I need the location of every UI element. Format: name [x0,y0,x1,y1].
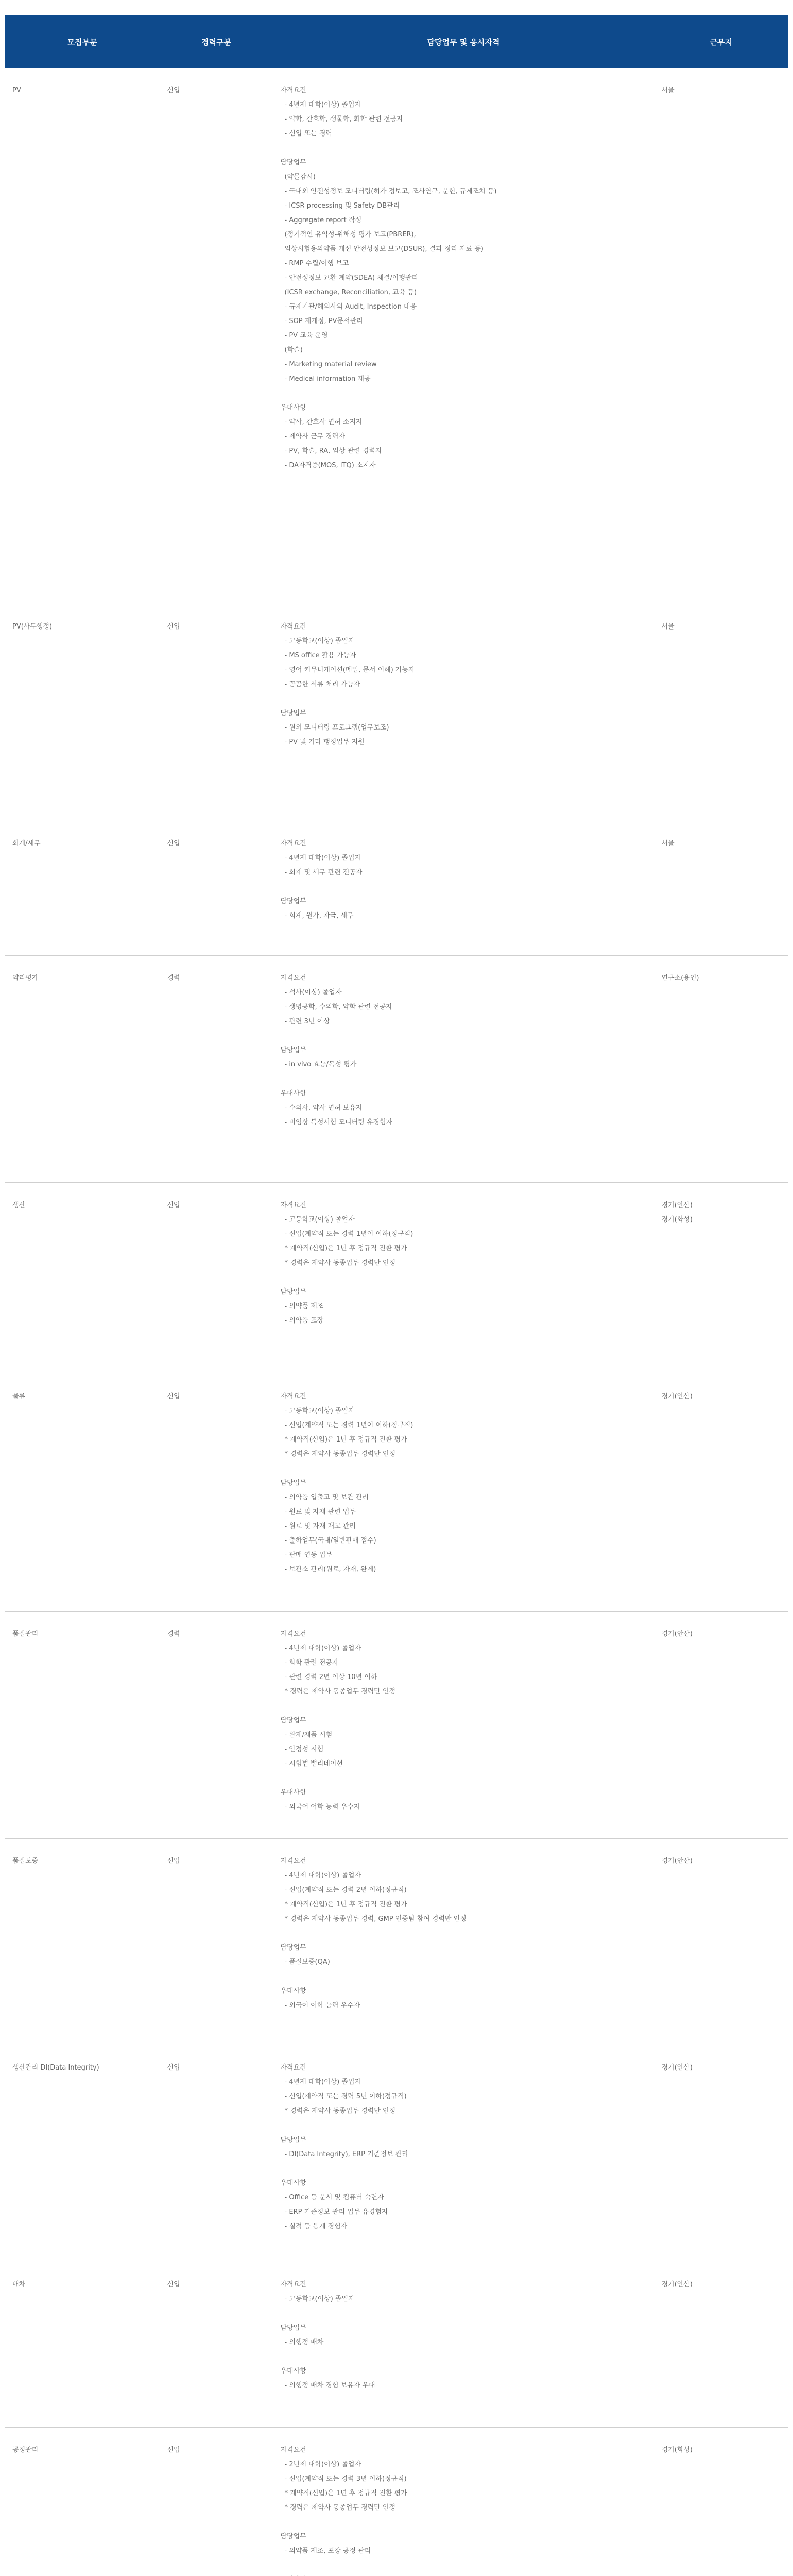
duty-line: - 신입(계약직 또는 경력 2년 이하(정규직) [284,1886,407,1894]
duty-section [281,1043,647,1072]
duty-line: - 실적 등 통계 경험자 [284,2223,348,2230]
location-text: 서울 [661,87,675,94]
duty-line: - 회계 및 세무 관련 전공자 [284,869,363,876]
section-title: 우대사항 [280,2367,306,2375]
duty-section [281,2278,647,2307]
duty-line: - 규제기관/해외사의 Audit, Inspection 대응 [284,303,417,311]
duty-line: - 약사, 간호사 면허 소지자 [284,418,363,426]
table-row [5,1374,788,1612]
experience-cell: 경력 [160,956,273,1183]
section-title: 자격요건 [280,87,306,94]
duty-line: - 4년제 대학(이상) 졸업자 [284,854,361,862]
duty-section [281,2364,647,2393]
duty-line: - 회계, 원가, 자금, 세무 [284,912,354,920]
duty-line: - 4년제 대학(이상) 졸업자 [284,101,361,109]
duty-section [281,2061,647,2119]
duty-line: * 경력은 제약사 동종업무 경력만 인정 [284,2504,396,2512]
duties-cell [273,2262,654,2428]
duty-line: - 판매 연동 업무 [284,1551,332,1559]
section-title: 자격요건 [280,623,306,631]
location-cell [654,2045,788,2262]
table-row [5,1183,788,1374]
dept-cell: 생산 [5,1183,160,1374]
duty-section [281,83,647,141]
section-title: 우대사항 [280,1789,306,1797]
duty-line: - SOP 제개정, PV문서관리 [284,317,363,325]
duty-line: - 약학, 간호학, 생물학, 화학 관련 전공자 [284,115,403,123]
duties-cell [273,1374,654,1612]
section-title: 담당업무 [280,709,306,717]
duty-line: - 안전성정보 교환 계약(SDEA) 체결/이행관리 [284,274,418,282]
duty-line: (학술) [284,346,303,354]
section-title: 자격요건 [280,2281,306,2289]
duty-line: - 2년제 대학(이상) 졸업자 [284,2461,361,2468]
dept-cell: PV [5,68,160,604]
duties-cell [273,2428,654,2576]
duty-line: - DI(Data Integrity), ERP 기준정보 관리 [284,2150,408,2158]
duties-cell [273,1839,654,2045]
experience-cell: 신입 [160,2262,273,2428]
dept-cell: 배차 [5,2262,160,2428]
duty-section [281,620,647,692]
duty-line: - DA자격증(MOS, ITQ) 소지자 [284,462,376,469]
duty-section [281,1786,647,1815]
section-title: 담당업무 [280,2533,306,2540]
section-title: 담당업무 [280,1288,306,1296]
location-cell [654,2262,788,2428]
table-row [5,68,788,604]
duty-section [281,2321,647,2350]
duty-section [281,894,647,923]
duty-section [281,2443,647,2515]
duty-line: - 의약품 포장 [284,1317,324,1325]
duty-line: - 보관소 관리(원료, 자재, 완제) [284,1566,376,1573]
duty-line: - MS office 활용 가능자 [284,652,356,659]
duty-line: * 경력은 제약사 동종업무 경력만 인정 [284,1450,396,1458]
duty-line: - 생명공학, 수의학, 약학 관련 전공자 [284,1003,392,1011]
duty-section [281,1627,647,1699]
location-cell [654,2428,788,2576]
duty-line: - 원료 및 자재 재고 관리 [284,1522,356,1530]
duty-line: - 원료 및 자재 관련 업무 [284,1508,356,1516]
dept-cell: 품질관리 [5,1612,160,1839]
duty-section [281,1087,647,1130]
duty-section [281,1285,647,1328]
recruitment-table [5,15,788,2576]
duty-line: - 신입(계약직 또는 경력 3년 이하(정규직) [284,2475,407,2483]
duty-line: - 안정성 시험 [284,1745,324,1753]
duty-line: - 신입(계약직 또는 경력 1년이 이하(정규직) [284,1230,413,1238]
table-row [5,821,788,956]
duty-line: - 의약품 제조, 포장 공정 관리 [284,2547,371,2555]
experience-cell: 신입 [160,68,273,604]
duty-section [281,156,647,386]
section-title: 담당업무 [280,1046,306,1054]
location-text: 경기(안산) [661,1630,693,1638]
duty-line: - 꼼꼼한 서류 처리 가능자 [284,681,360,688]
dept-cell: 물류 [5,1374,160,1612]
section-title: 자격요건 [280,1201,306,1209]
duty-section [281,2530,647,2558]
duty-line: - 출하업무(국내/일반판매 접수) [284,1537,376,1545]
location-text: 경기(안산) [661,1393,693,1400]
duty-line: - 국내외 안전성정보 모니터링(허가 정보고, 조사연구, 문헌, 규제조치 등) [284,188,497,195]
experience-cell: 신입 [160,1839,273,2045]
duty-line: - 제약사 근무 경력자 [284,433,346,440]
header-location: 근무지 [654,15,788,68]
dept-cell: 품질보증 [5,1839,160,2045]
location-text: 경기(안산) [661,1201,693,1209]
duty-line: - ERP 기준정보 관리 업무 유경험자 [284,2208,388,2216]
duty-line: (ICSR exchange, Reconciliation, 교육 등) [284,289,417,296]
section-title: 자격요건 [280,2446,306,2454]
section-title: 자격요건 [280,1393,306,1400]
duty-line: * 계약직(신입)은 1년 후 정규직 전환 평가 [284,2489,407,2497]
experience-cell: 신입 [160,2428,273,2576]
duty-line: - 4년제 대학(이상) 졸업자 [284,1645,361,1652]
duty-line: - 석사(이상) 졸업자 [284,989,342,996]
section-title: 담당업무 [280,159,306,166]
duty-line: - 관련 3년 이상 [284,1018,330,1025]
location-text: 경기(안산) [661,1857,693,1865]
header-experience: 경력구분 [160,15,273,68]
location-text: 연구소(용인) [661,974,699,982]
duty-line: (정기적인 유익성-위해성 평가 보고(PBRER), [284,231,416,239]
location-text: 경기(안산) [661,2281,693,2289]
location-cell [654,604,788,821]
duties-cell [273,956,654,1183]
section-title: 우대사항 [280,2179,306,2187]
duty-line: - 영어 커뮤니케이션(메일, 문서 이해) 가능자 [284,666,415,674]
duty-line: - PV 및 기타 행정업무 지원 [284,738,365,746]
duty-section [281,2573,647,2576]
duty-line: * 경력은 제약사 동종업무 경력만 인정 [284,1688,396,1696]
duty-section [281,1941,647,1970]
duty-line: - 신입(계약직 또는 경력 1년이 이하(정규직) [284,1421,413,1429]
duty-line: - 고등학교(이상) 졸업자 [284,1407,355,1415]
duty-section [281,2176,647,2234]
duties-cell [273,604,654,821]
duty-line: - 고등학교(이상) 졸업자 [284,2295,355,2303]
section-title: 자격요건 [280,2064,306,2072]
duties-cell [273,68,654,604]
duty-line: * 경력은 제약사 동종업무 경력만 인정 [284,1259,396,1267]
location-cell [654,1374,788,1612]
duty-section [281,1476,647,1577]
duty-line: - 관련 경력 2년 이상 10년 이하 [284,1673,377,1681]
duty-section [281,706,647,750]
duty-line: (약물감시) [284,173,316,181]
section-title: 자격요건 [280,974,306,982]
duty-section [281,837,647,880]
duty-line: - 완제/제품 시험 [284,1731,333,1739]
section-title: 우대사항 [280,1090,306,1097]
table-row [5,2428,788,2576]
section-title: 자격요건 [280,1857,306,1865]
experience-cell: 신입 [160,2045,273,2262]
duty-line: - PV 교육 운영 [284,332,328,340]
duty-line: * 경력은 제약사 동종업무 경력만 인정 [284,2107,396,2115]
duty-line: 임상시험용의약품 개선 안전성정보 보고(DSUR), 결과 정리 자료 등) [284,245,484,253]
location-cell [654,821,788,956]
dept-cell: 약리평가 [5,956,160,1183]
table-row [5,2045,788,2262]
duty-line: - PV, 학술, RA, 임상 관련 경력자 [284,447,382,455]
section-title: 우대사항 [280,404,306,412]
duties-cell [273,1183,654,1374]
section-title [281,2573,647,2576]
section-title: 담당업무 [280,1479,306,1487]
table-row [5,1612,788,1839]
table-row [5,956,788,1183]
experience-cell: 신입 [160,604,273,821]
duty-line: - 원외 모니터링 프로그램(업무보조) [284,724,389,732]
location-text: 경기(안산) [661,2064,693,2072]
duty-section [281,1984,647,2013]
duty-section [281,1854,647,1926]
location-text: 서울 [661,840,675,848]
dept-cell: 회계/세무 [5,821,160,956]
experience-cell: 신입 [160,1183,273,1374]
location-cell [654,68,788,604]
dept-cell: 생산관리 DI(Data Integrity) [5,2045,160,2262]
duty-line: - 의행정 배차 경험 보유자 우대 [284,2382,375,2389]
duty-line: - 고등학교(이상) 졸업자 [284,1216,355,1224]
section-title: 담당업무 [280,897,306,905]
duty-line: - 고등학교(이상) 졸업자 [284,637,355,645]
header-dept: 모집부문 [5,15,160,68]
duty-line: - 외국어 어학 능력 우수자 [284,1803,360,1811]
experience-cell: 신입 [160,821,273,956]
location-cell [654,1839,788,2045]
duties-cell [273,821,654,956]
duty-line: - 의행정 배차 [284,2338,324,2346]
experience-cell: 신입 [160,1374,273,1612]
duty-section [281,1714,647,1771]
duty-line: - in vivo 효능/독성 평가 [284,1061,357,1069]
dept-cell: PV(사무행정) [5,604,160,821]
section-title: 담당업무 [280,2136,306,2144]
duty-line: - 4년제 대학(이상) 졸업자 [284,1872,361,1879]
duty-section [281,1198,647,1270]
duty-line: - 비임상 독성시험 모니터링 유경험자 [284,1118,393,1126]
duty-line: - Medical information 제공 [284,375,371,383]
experience-cell: 경력 [160,1612,273,1839]
section-title: 담당업무 [280,2324,306,2332]
duty-line: * 계약직(신입)은 1년 후 정규직 전환 평가 [284,1901,407,1908]
location-text: 서울 [661,623,675,631]
location-text: 경기(화성) [661,2446,693,2454]
duties-cell [273,1612,654,1839]
location-text: 경기(화성) [661,1216,693,1224]
header-duties: 담당업무 및 응시자격 [273,15,654,68]
location-cell [654,1183,788,1374]
duty-line: - 시험법 밸리데이션 [284,1760,343,1768]
location-cell [654,956,788,1183]
section-title: 자격요건 [280,840,306,848]
duty-line: - 4년제 대학(이상) 졸업자 [284,2078,361,2086]
duty-line: - 의약품 입출고 및 보관 관리 [284,1494,369,1501]
duty-line: - 신입(계약직 또는 경력 5년 이하(정규직) [284,2093,407,2100]
duty-line: - 품질보증(QA) [284,1958,330,1966]
duty-line: * 계약직(신입)은 1년 후 정규직 전환 평가 [284,1436,407,1444]
table-row [5,2262,788,2428]
table-row [5,1839,788,2045]
duty-line: - 화학 관련 전공자 [284,1659,339,1667]
duty-line: - 수의사, 약사 면허 보유자 [284,1104,363,1112]
duty-section [281,2133,647,2162]
table-row [5,604,788,821]
duty-section [281,1389,647,1462]
duty-line: * 계약직(신입)은 1년 후 정규직 전환 평가 [284,1245,407,1252]
section-title: 담당업무 [280,1944,306,1952]
duty-line: - 신입 또는 경력 [284,130,332,138]
duty-line: * 경력은 제약사 동종업무 경력, GMP 인증팀 참여 경력만 인정 [284,1915,467,1923]
duty-line: - ICSR processing 및 Safety DB관리 [284,202,400,210]
section-title: 담당업무 [280,1717,306,1724]
duties-cell [273,2045,654,2262]
duty-line: - Office 등 문서 및 컴퓨터 숙련자 [284,2194,384,2201]
duty-line: - Aggregate report 작성 [284,216,362,224]
duty-line: - 외국어 어학 능력 우수자 [284,2002,360,2009]
duty-section [281,401,647,473]
section-title: 자격요건 [280,1630,306,1638]
duty-line: - RMP 수립/이행 보고 [284,260,349,267]
duty-line: - Marketing material review [284,361,377,368]
location-cell [654,1612,788,1839]
section-title: 우대사항 [280,1987,306,1995]
duty-section [281,971,647,1029]
dept-cell: 공정관리 [5,2428,160,2576]
table-header-row [5,15,788,68]
duty-line: - 의약품 제조 [284,1302,324,1310]
